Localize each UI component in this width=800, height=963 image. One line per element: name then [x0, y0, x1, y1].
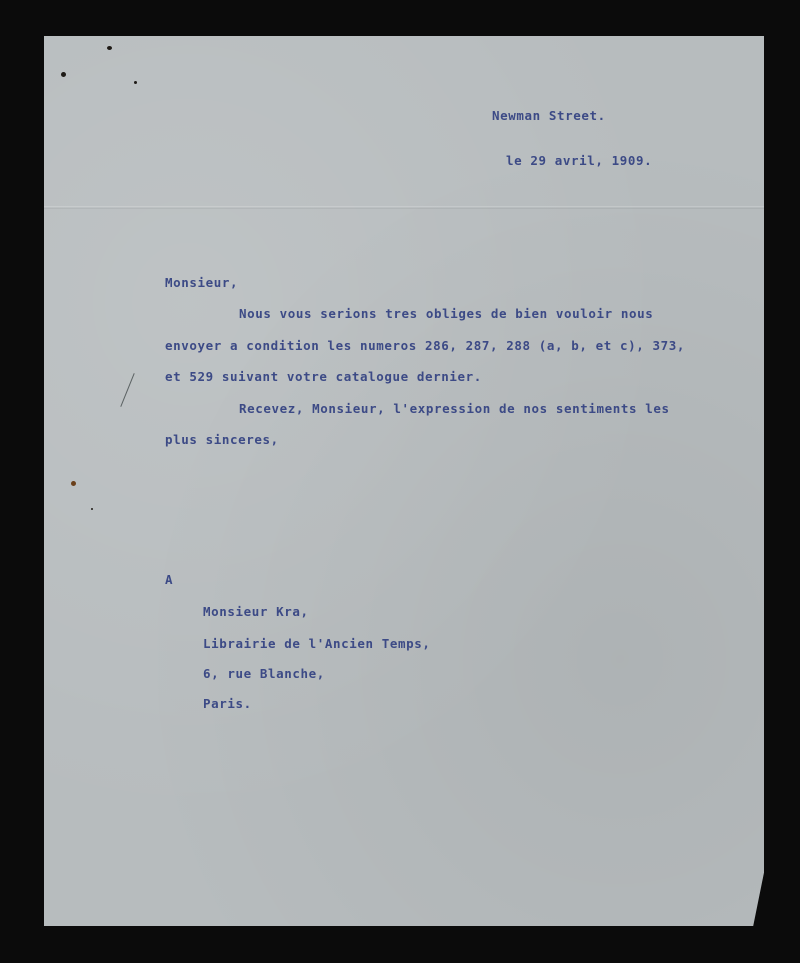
recipient-line: Paris. [203, 696, 252, 711]
salutation: Monsieur, [165, 275, 239, 290]
body-line: envoyer a condition les numeros 286, 287, 288 (a, b, et c), 373, [165, 338, 686, 353]
paper-fold-line [44, 206, 764, 207]
body-line: et 529 suivant votre catalogue dernier. [165, 369, 482, 384]
letter-date: le 29 avril, 1909. [506, 153, 653, 168]
recipient-prefix: A [165, 572, 174, 587]
recipient-line: 6, rue Blanche, [203, 666, 325, 681]
paper-speck [107, 46, 112, 50]
body-line: Nous vous serions tres obliges de bien vouloir nous [239, 306, 654, 321]
closing-line: Recevez, Monsieur, l'expression de nos sentiments les [239, 401, 670, 416]
paper-speck [71, 481, 76, 486]
letter-sheet [44, 36, 764, 926]
recipient-line: Librairie de l'Ancien Temps, [203, 636, 431, 651]
closing-line: plus sinceres, [165, 432, 279, 447]
paper-speck [91, 508, 93, 510]
paper-fold-shadow [44, 208, 764, 209]
paper-speck [134, 81, 137, 84]
paper-speck [61, 72, 66, 77]
recipient-line: Monsieur Kra, [203, 604, 309, 619]
sender-address: Newman Street. [492, 108, 606, 123]
